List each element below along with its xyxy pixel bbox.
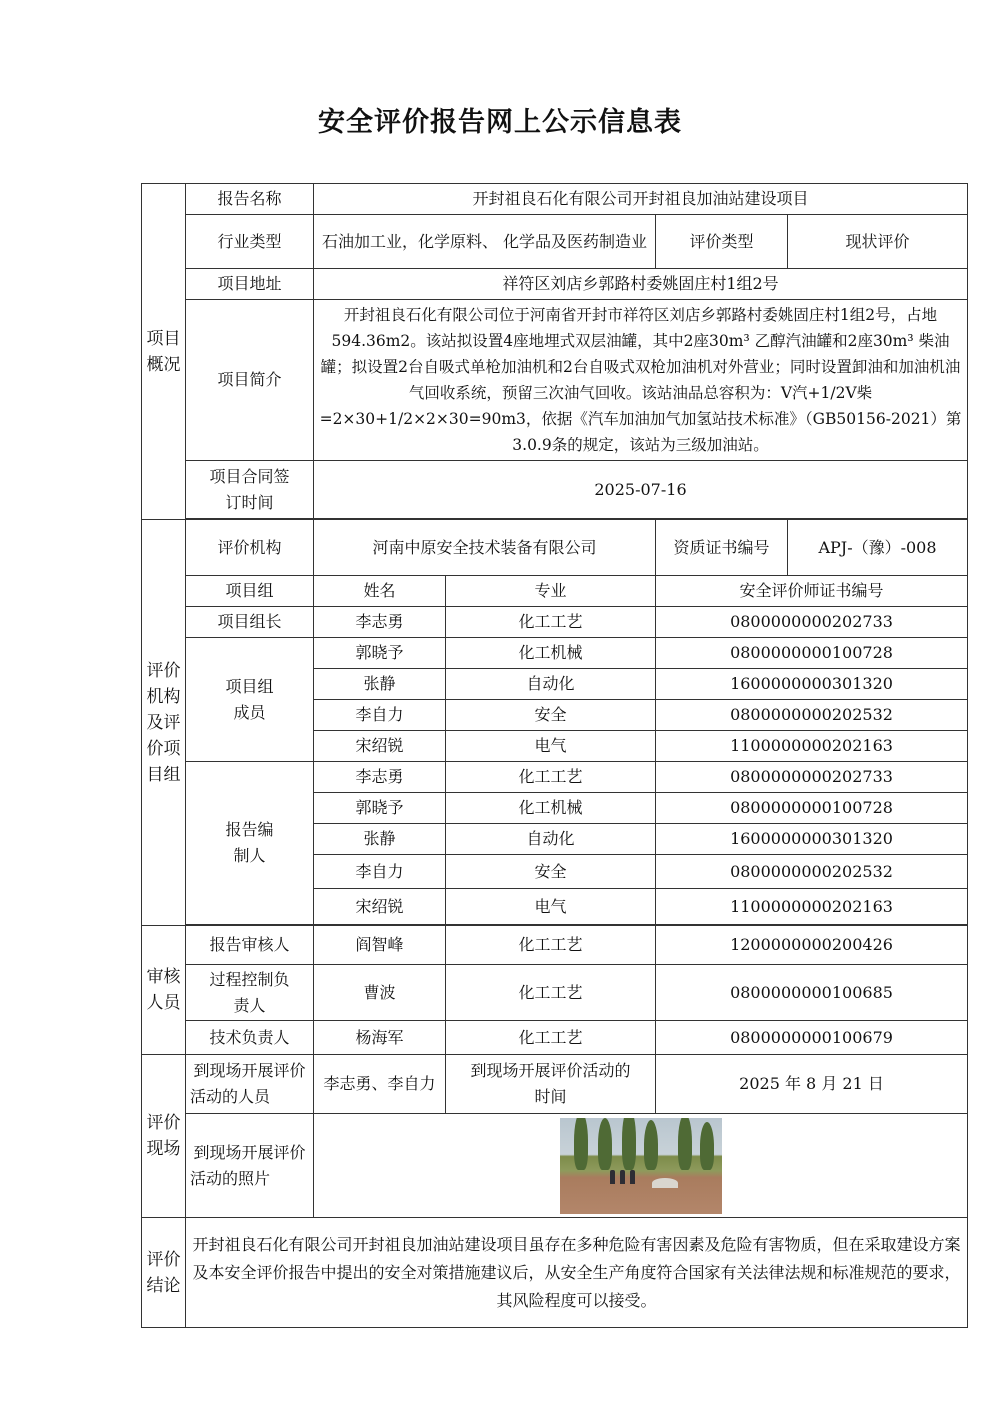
leader-name: 李志勇	[314, 607, 446, 638]
industry-label: 行业类型	[186, 215, 314, 269]
author-major: 安全	[446, 855, 656, 889]
member-name: 张静	[314, 669, 446, 700]
site-people-label: 到现场开展评价活动的人员	[186, 1055, 314, 1114]
author-cert: 0800000000100728	[656, 793, 968, 824]
site-photo-cell	[314, 1114, 968, 1218]
author-major: 化工工艺	[446, 762, 656, 793]
section-conclusion-label: 评价结论	[142, 1218, 186, 1328]
review-major: 化工工艺	[446, 926, 656, 965]
member-cert: 1600000000301320	[656, 669, 968, 700]
member-name: 宋绍锐	[314, 731, 446, 762]
member-name: 李自力	[314, 700, 446, 731]
member-cert: 0800000000202532	[656, 700, 968, 731]
contract-label: 项目合同签订时间	[186, 461, 314, 519]
member-major: 自动化	[446, 669, 656, 700]
report-name-label: 报告名称	[186, 184, 314, 215]
author-name: 张静	[314, 824, 446, 855]
member-cert: 1100000000202163	[656, 731, 968, 762]
authors-label: 报告编制人	[186, 762, 314, 925]
site-photo-label: 到现场开展评价活动的照片	[186, 1114, 314, 1218]
author-major: 化工机械	[446, 793, 656, 824]
contract-date: 2025-07-16	[314, 461, 968, 519]
author-name: 郭晓予	[314, 793, 446, 824]
report-name-value: 开封祖良石化有限公司开封祖良加油站建设项目	[314, 184, 968, 215]
author-name: 宋绍锐	[314, 889, 446, 925]
author-cert: 0800000000202532	[656, 855, 968, 889]
leader-cert: 0800000000202733	[656, 607, 968, 638]
review-name: 阎智峰	[314, 926, 446, 965]
header-major: 专业	[446, 576, 656, 607]
section-overview-label: 项目概况	[142, 184, 186, 520]
review-cert: 0800000000100685	[656, 965, 968, 1021]
member-major: 安全	[446, 700, 656, 731]
author-cert: 1600000000301320	[656, 824, 968, 855]
section-review-label: 审核人员	[142, 926, 186, 1055]
review-cert: 0800000000100679	[656, 1021, 968, 1055]
org-name: 河南中原安全技术装备有限公司	[314, 520, 656, 576]
review-role: 过程控制负责人	[186, 965, 314, 1021]
site-photo	[560, 1118, 722, 1214]
org-label: 评价机构	[186, 520, 314, 576]
members-label: 项目组成员	[186, 638, 314, 762]
eval-type-label: 评价类型	[656, 215, 788, 269]
header-name: 姓名	[314, 576, 446, 607]
leader-major: 化工工艺	[446, 607, 656, 638]
member-name: 郭晓予	[314, 638, 446, 669]
author-name: 李自力	[314, 855, 446, 889]
review-name: 曹波	[314, 965, 446, 1021]
author-major: 自动化	[446, 824, 656, 855]
review-major: 化工工艺	[446, 1021, 656, 1055]
industry-value: 石油加工业，化学原料、 化学品及医药制造业	[314, 215, 656, 269]
review-cert: 1200000000200426	[656, 926, 968, 965]
section-site-label: 评价现场	[142, 1055, 186, 1218]
author-major: 电气	[446, 889, 656, 925]
header-group: 项目组	[186, 576, 314, 607]
member-major: 电气	[446, 731, 656, 762]
leader-label: 项目组长	[186, 607, 314, 638]
review-major: 化工工艺	[446, 965, 656, 1021]
address-value: 祥符区刘店乡郭路村委姚固庄村1组2号	[314, 269, 968, 300]
review-role: 技术负责人	[186, 1021, 314, 1055]
member-cert: 0800000000100728	[656, 638, 968, 669]
info-table	[141, 183, 968, 1328]
eval-type-value: 现状评价	[788, 215, 968, 269]
member-major: 化工机械	[446, 638, 656, 669]
author-cert: 1100000000202163	[656, 889, 968, 925]
intro-value: 开封祖良石化有限公司位于河南省开封市祥符区刘店乡郭路村委姚固庄村1组2号，占地594.36m2。该站拟设置4座地埋式双层油罐，其中2座30m³ 乙醇汽油罐和2座30m³ 柴油罐；拟设置2台自吸式单枪加油机和2台自吸式双枪加油机对外营业；同时设置卸油和加油机油气回收系统，预留三次油气回收。该站油品总容积为：V汽+1/2V柴=2×30+1/2×2×30=90m3，依据《汽车加油加气加氢站技术标准》（GB50156-2021）第3.0.9条的规定，该站为三级加油站。	[314, 300, 968, 461]
conclusion-text: 开封祖良石化有限公司开封祖良加油站建设项目虽存在多种危险有害因素及危险有害物质，但在采取建设方案及本安全评价报告中提出的安全对策措施建议后，从安全生产角度符合国家有关法律法规和标准规范的要求，其风险程度可以接受。	[186, 1218, 968, 1328]
section-org-label: 评价机构及评价项目组	[142, 520, 186, 926]
cert-label: 资质证书编号	[656, 520, 788, 576]
site-time: 2025 年 8 月 21 日	[656, 1055, 968, 1114]
intro-label: 项目简介	[186, 300, 314, 461]
cert-no: APJ-（豫）-008	[788, 520, 968, 576]
header-cert: 安全评价师证书编号	[656, 576, 968, 607]
review-role: 报告审核人	[186, 926, 314, 965]
review-name: 杨海军	[314, 1021, 446, 1055]
site-time-label: 到现场开展评价活动的时间	[446, 1055, 656, 1114]
author-name: 李志勇	[314, 762, 446, 793]
author-cert: 0800000000202733	[656, 762, 968, 793]
address-label: 项目地址	[186, 269, 314, 300]
site-people: 李志勇、李自力	[314, 1055, 446, 1114]
page-title: 安全评价报告网上公示信息表	[318, 107, 682, 138]
